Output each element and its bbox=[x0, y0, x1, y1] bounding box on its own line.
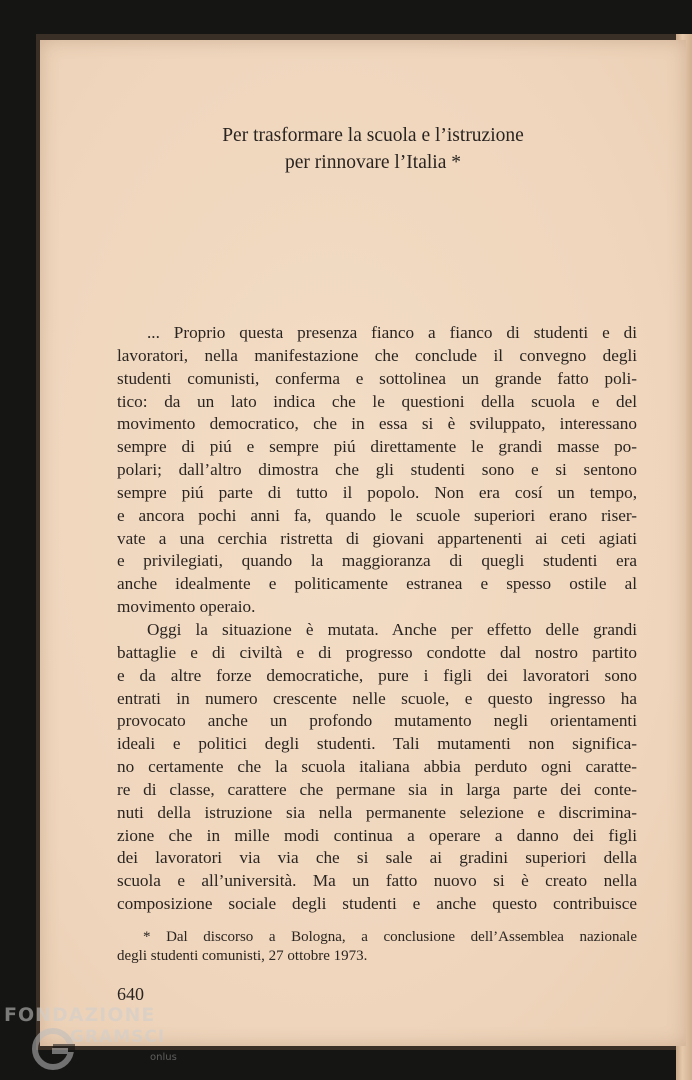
text-line: polari; dall’altro dimostra che gli studenti sono e si sentono bbox=[117, 460, 637, 480]
text-line: tico: da un lato indica che le questioni della scuola e del bbox=[117, 391, 637, 411]
text-line: zione che in mille modi continua a operare a danno dei figli bbox=[117, 825, 637, 845]
text-line: dei lavoratori via via che si sale ai gradini superiori della bbox=[117, 848, 637, 868]
text-line: no certamente che la scuola italiana abbia perduto ogni caratte- bbox=[117, 757, 637, 777]
text-line: re di classe, carattere che permane sia in larga parte dei conte- bbox=[117, 779, 637, 799]
text-line: e privilegiati, quando la maggioranza di quegli studenti era bbox=[117, 551, 637, 571]
text-line: vate a una cerchia ristretta di giovani appartenenti ai ceti agiati bbox=[117, 528, 637, 548]
text-line: anche idealmente e politicamente estranea e spesso ostile al bbox=[117, 574, 637, 594]
footnote bbox=[117, 928, 637, 966]
text-line: scuola e all’università. Ma un fatto nuovo si è creato nella bbox=[117, 871, 637, 891]
footnote-line-2: degli studenti comunisti, 27 ottobre 1973. bbox=[117, 948, 368, 964]
watermark-logo bbox=[4, 1000, 204, 1080]
document-title bbox=[118, 122, 628, 176]
footnote-line-1: * Dal discorso a Bologna, a conclusione dell’Assemblea nazionale bbox=[143, 929, 637, 945]
page-number: 640 bbox=[117, 984, 144, 1004]
text-line: entrati in numero crescente nelle scuole, e questo ingresso ha bbox=[117, 688, 637, 708]
text-line: provocato anche un profondo mutamento negli orientamenti bbox=[117, 711, 637, 731]
body-text bbox=[117, 322, 637, 916]
title-line-1: Per trasformare la scuola e l’istruzione bbox=[222, 125, 524, 146]
text-line: e ancora pochi anni fa, quando le scuole superiori erano riser- bbox=[117, 505, 637, 525]
text-line: Oggi la situazione è mutata. Anche per effetto delle grandi bbox=[147, 619, 637, 639]
text-line: ideali e politici degli studenti. Tali mutamenti non significa- bbox=[117, 734, 637, 754]
watermark-line-2: GRAMSCI bbox=[70, 1027, 166, 1047]
watermark-line-1: FONDAZIONE bbox=[4, 1004, 156, 1026]
text-line: movimento operaio. bbox=[117, 597, 256, 617]
text-line: sempre piú parte di tutto il popolo. Non era cosí un tempo, bbox=[117, 482, 637, 502]
title-line-2: per rinnovare l’Italia * bbox=[285, 152, 461, 173]
text-line: studenti comunisti, conferma e sottolinea un grande fatto poli- bbox=[117, 368, 637, 388]
text-line: nuti della istruzione sia nella permanente selezione e discrimina- bbox=[117, 802, 637, 822]
text-line: battaglie e di civiltà e di progresso condotte dal nostro partito bbox=[117, 642, 637, 662]
watermark-sub: onlus bbox=[150, 1052, 177, 1063]
text-line: lavoratori, nella manifestazione che conclude il convegno degli bbox=[117, 345, 637, 365]
text-line: ... Proprio questa presenza fianco a fianco di studenti e di bbox=[147, 323, 637, 342]
text-line: sempre di piú e sempre piú direttamente le grandi masse po- bbox=[117, 437, 637, 457]
text-line: composizione sociale degli studenti e anche questo contribuisce bbox=[117, 894, 637, 914]
text-line: movimento democratico, che in essa si è sviluppato, interessano bbox=[117, 414, 637, 434]
text-line: e da altre forze democratiche, pure i figli dei lavoratori sono bbox=[117, 665, 637, 685]
